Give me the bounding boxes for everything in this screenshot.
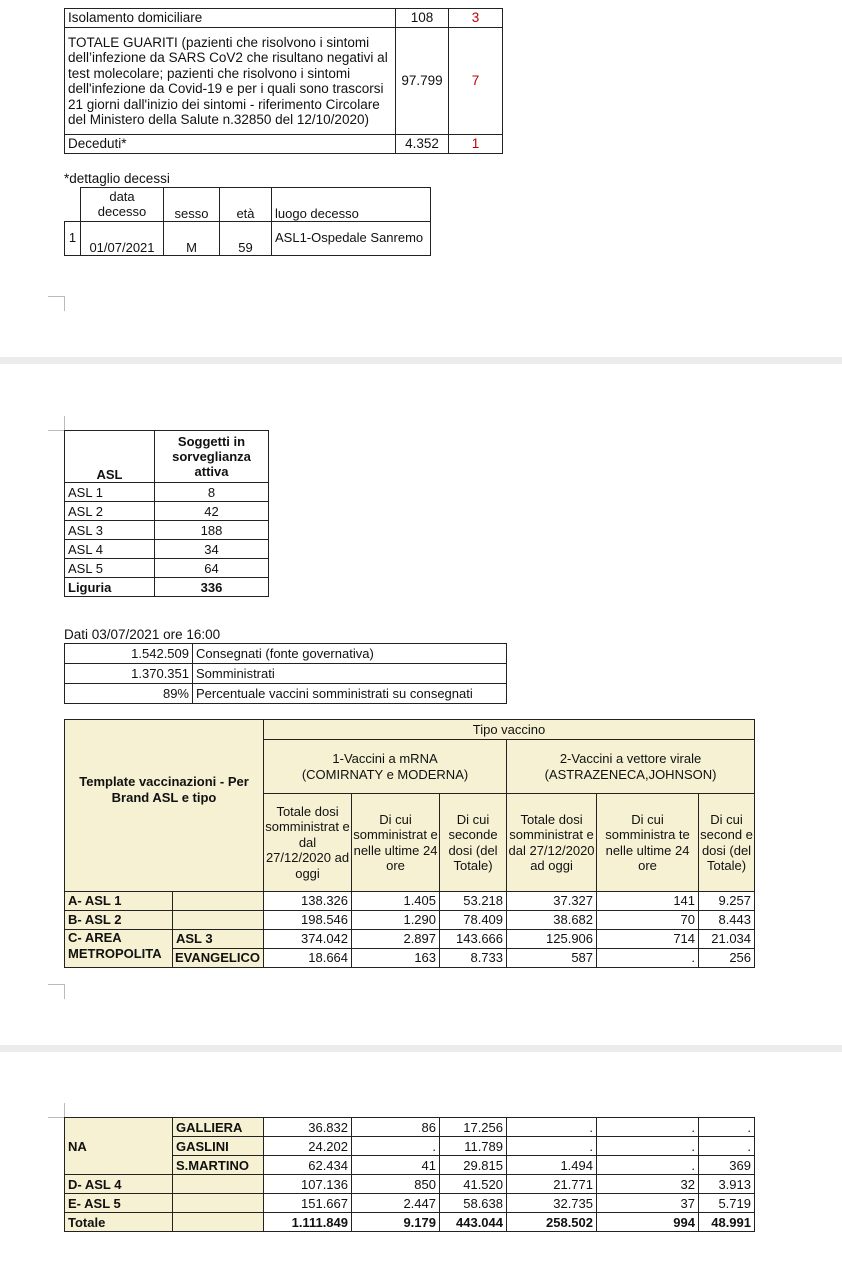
table-header-row: [65, 188, 431, 222]
asl-name: ASL 4: [65, 540, 155, 559]
sub-label: [173, 1194, 264, 1213]
cell-value: .: [597, 949, 699, 968]
sub-label: S.MARTINO: [173, 1156, 264, 1175]
asl-label: E- ASL 5: [65, 1194, 173, 1213]
cell-value: 38.682: [507, 911, 597, 930]
cell-value: 41: [352, 1156, 440, 1175]
table-header-row: [65, 720, 755, 740]
cell-value: .: [699, 1118, 755, 1137]
cell-value: 86: [352, 1118, 440, 1137]
asl-value: 64: [155, 559, 269, 578]
sub-label: GALLIERA: [173, 1118, 264, 1137]
asl-label: C- AREA METROPOLITA: [65, 930, 173, 968]
cell-value: 21.771: [507, 1175, 597, 1194]
deaths-detail-title: *dettaglio decessi: [64, 171, 170, 186]
table-row: [65, 644, 507, 664]
deaths-detail-table: [64, 187, 431, 256]
cell-value: .: [597, 1118, 699, 1137]
cell-value: 11.789: [440, 1137, 507, 1156]
row-label: TOTALE GUARITI (pazienti che risolvono i sintomi dell’infezione da SARS CoV2 che risultano negativi al test molecolare; pazienti che risolvono i sintomi dell'infezione da Covid-19 e per i quali sono trascorsi 21 giorni dall'inizio dei sintomi - riferimento Circolare del Ministero della Salute n.32850 del 12/10/2020): [65, 28, 396, 135]
cell-value: 21.034: [699, 930, 755, 949]
asl-label: D- ASL 4: [65, 1175, 173, 1194]
vaccine-summary-table: [64, 643, 507, 704]
surveillance-table: [64, 430, 269, 597]
cell-value: 107.136: [264, 1175, 352, 1194]
cell-value: 256: [699, 949, 755, 968]
summary-label: Consegnati (fonte governativa): [193, 644, 507, 664]
summary-value: 1.542.509: [65, 644, 193, 664]
cell-value: .: [507, 1137, 597, 1156]
cell-value: 37.327: [507, 892, 597, 911]
cell-value: 2.897: [352, 930, 440, 949]
cell-value: 58.638: [440, 1194, 507, 1213]
cell-value: 62.434: [264, 1156, 352, 1175]
vaccine-table-continued: [64, 1117, 755, 1232]
asl-value: 188: [155, 521, 269, 540]
cell-value: 198.546: [264, 911, 352, 930]
cell-value: 5.719: [699, 1194, 755, 1213]
summary-table: [64, 8, 503, 154]
row-delta: 1: [449, 135, 503, 154]
cell-value: 151.667: [264, 1194, 352, 1213]
cell-value: 17.256: [440, 1118, 507, 1137]
sub-label: [173, 1175, 264, 1194]
col-header: Di cui second e dosi (del Totale): [699, 794, 755, 892]
table-row: [65, 540, 269, 559]
cell-value: 53.218: [440, 892, 507, 911]
group-header-mrna: 1-Vaccini a mRNA (COMIRNATY e MODERNA): [264, 740, 507, 794]
summary-label: Percentuale vaccini somministrati su consegnati: [193, 684, 507, 704]
summary-value: 89%: [65, 684, 193, 704]
total-value: 443.044: [440, 1213, 507, 1232]
summary-label: Somministrati: [193, 664, 507, 684]
cell-value: .: [699, 1137, 755, 1156]
death-place: ASL1-Ospedale Sanremo: [272, 222, 431, 256]
total-row: [65, 1213, 755, 1232]
cell-value: 37: [597, 1194, 699, 1213]
total-value: 1.111.849: [264, 1213, 352, 1232]
cell-value: 9.257: [699, 892, 755, 911]
cell-value: 163: [352, 949, 440, 968]
page-corner-mark: [48, 296, 65, 311]
total-label: Liguria: [65, 578, 155, 597]
cell-value: 125.906: [507, 930, 597, 949]
cell-value: 24.202: [264, 1137, 352, 1156]
corner-label: Template vaccinazioni - Per Brand ASL e tipo: [65, 720, 264, 892]
total-value: 258.502: [507, 1213, 597, 1232]
table-row: [65, 222, 431, 256]
cell-value: .: [597, 1156, 699, 1175]
cell-value: 143.666: [440, 930, 507, 949]
group-header-viral: 2-Vaccini a vettore virale (ASTRAZENECA,JOHNSON): [507, 740, 755, 794]
asl-label: B- ASL 2: [65, 911, 173, 930]
asl-value: 34: [155, 540, 269, 559]
header-age: età: [220, 188, 272, 222]
total-value: 336: [155, 578, 269, 597]
total-value: 994: [597, 1213, 699, 1232]
row-number: 1: [65, 222, 81, 256]
table-row: [65, 1194, 755, 1213]
asl-name: ASL 1: [65, 483, 155, 502]
asl-label: NA: [65, 1118, 173, 1175]
row-delta: 3: [449, 9, 503, 28]
cell-value: 8.443: [699, 911, 755, 930]
total-row: [65, 578, 269, 597]
table-row: [65, 135, 503, 154]
row-value: 108: [396, 9, 449, 28]
total-value: 48.991: [699, 1213, 755, 1232]
summary-value: 1.370.351: [65, 664, 193, 684]
type-header: Tipo vaccino: [264, 720, 755, 740]
vaccine-table: [64, 719, 755, 968]
table-row: [65, 684, 507, 704]
cell-value: 141: [597, 892, 699, 911]
total-value: 9.179: [352, 1213, 440, 1232]
row-delta: 7: [449, 28, 503, 135]
death-sex: M: [164, 222, 220, 256]
asl-name: ASL 5: [65, 559, 155, 578]
page-corner-mark: [48, 416, 65, 431]
table-row: [65, 1118, 755, 1137]
sub-label: [173, 911, 264, 930]
cell-value: 138.326: [264, 892, 352, 911]
table-row: [65, 559, 269, 578]
header-asl: ASL: [65, 431, 155, 483]
cell-value: 41.520: [440, 1175, 507, 1194]
header-sex: sesso: [164, 188, 220, 222]
cell-value: .: [507, 1118, 597, 1137]
asl-label: A- ASL 1: [65, 892, 173, 911]
table-header-row: [65, 431, 269, 483]
cell-value: 587: [507, 949, 597, 968]
death-age: 59: [220, 222, 272, 256]
cell-value: 8.733: [440, 949, 507, 968]
header-place: luogo decesso: [272, 188, 431, 222]
page-corner-mark: [48, 984, 65, 999]
cell-value: 369: [699, 1156, 755, 1175]
death-date: 01/07/2021: [81, 222, 164, 256]
cell-value: 1.494: [507, 1156, 597, 1175]
sub-label: [173, 892, 264, 911]
sub-label: ASL 3: [173, 930, 264, 949]
sub-label: GASLINI: [173, 1137, 264, 1156]
cell-value: 2.447: [352, 1194, 440, 1213]
col-header: Totale dosi somministrat e dal 27/12/2020 ad oggi: [507, 794, 597, 892]
asl-value: 8: [155, 483, 269, 502]
row-value: 97.799: [396, 28, 449, 135]
header-date: data decesso: [81, 188, 164, 222]
table-row: [65, 892, 755, 911]
table-row: [65, 502, 269, 521]
cell-value: 18.664: [264, 949, 352, 968]
page-separator: [0, 357, 842, 364]
page-separator: [0, 1045, 842, 1052]
table-row: [65, 483, 269, 502]
row-value: 4.352: [396, 135, 449, 154]
asl-name: ASL 2: [65, 502, 155, 521]
table-row: [65, 521, 269, 540]
table-row: [65, 911, 755, 930]
table-row: [65, 9, 503, 28]
cell-value: 36.832: [264, 1118, 352, 1137]
cell-value: 32.735: [507, 1194, 597, 1213]
cell-value: 29.815: [440, 1156, 507, 1175]
col-header: Di cui somministra te nelle ultime 24 ore: [597, 794, 699, 892]
cell-value: .: [352, 1137, 440, 1156]
cell-value: 78.409: [440, 911, 507, 930]
asl-name: ASL 3: [65, 521, 155, 540]
cell-value: 70: [597, 911, 699, 930]
cell-value: .: [597, 1137, 699, 1156]
col-header: Di cui seconde dosi (del Totale): [440, 794, 507, 892]
cell-value: 714: [597, 930, 699, 949]
asl-value: 42: [155, 502, 269, 521]
table-row: [65, 28, 503, 135]
total-label: Totale: [65, 1213, 173, 1232]
cell-value: 850: [352, 1175, 440, 1194]
vaccine-date-line: Dati 03/07/2021 ore 16:00: [64, 627, 221, 642]
cell-value: 374.042: [264, 930, 352, 949]
cell-value: 1.405: [352, 892, 440, 911]
cell-value: 1.290: [352, 911, 440, 930]
cell-value: 3.913: [699, 1175, 755, 1194]
header-subjects: Soggetti in sorveglianza attiva: [155, 431, 269, 483]
col-header: Totale dosi somministrat e dal 27/12/2020 ad oggi: [264, 794, 352, 892]
sub-label: EVANGELICO: [173, 949, 264, 968]
cell-value: 32: [597, 1175, 699, 1194]
row-label: Deceduti*: [65, 135, 396, 154]
table-row: [65, 664, 507, 684]
table-row: [65, 930, 755, 949]
row-label: Isolamento domiciliare: [65, 9, 396, 28]
col-header: Di cui somministrat e nelle ultime 24 ore: [352, 794, 440, 892]
page-corner-mark: [48, 1103, 65, 1118]
table-row: [65, 1175, 755, 1194]
